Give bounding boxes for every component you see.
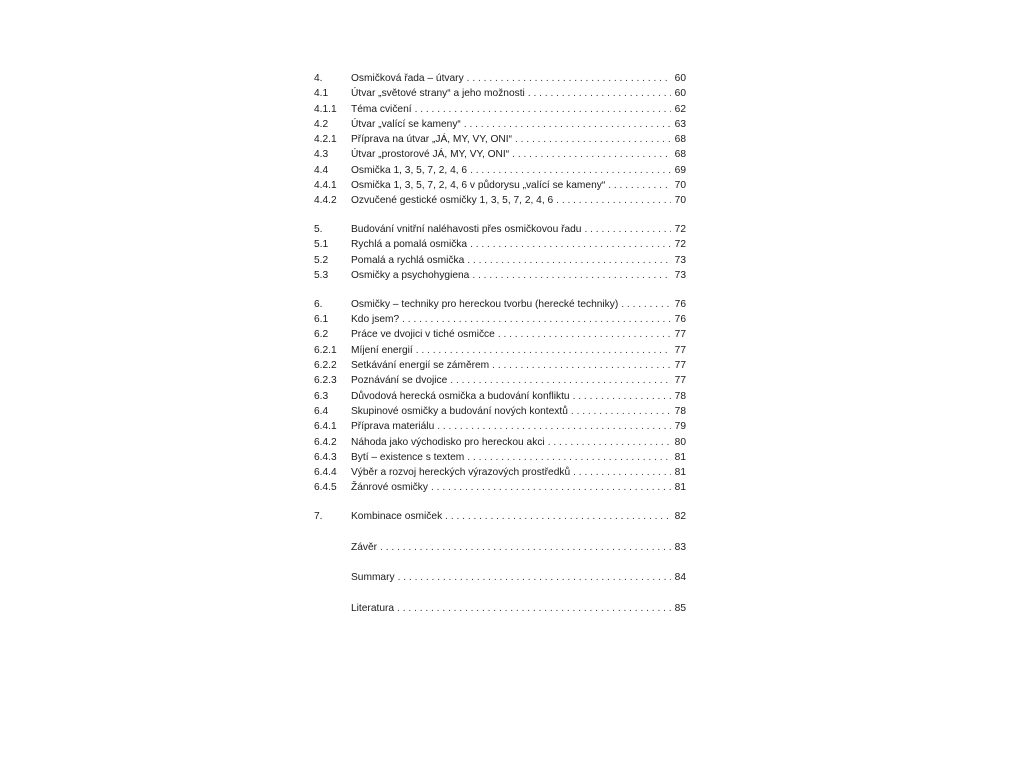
dot-leader (445, 509, 671, 524)
toc-entry-page-number: 78 (674, 405, 686, 417)
toc-entry[interactable] (314, 237, 686, 252)
toc-entry-page-number: 85 (674, 603, 686, 614)
toc-entry-number: 6.4.2 (314, 436, 337, 448)
dot-leader (608, 178, 671, 193)
toc-entry-page-number: 79 (674, 421, 686, 433)
toc-entry[interactable] (314, 450, 686, 465)
toc-entry-number: 5.2 (314, 254, 329, 266)
toc-section (314, 601, 686, 616)
toc-entry-number: 6.3 (314, 390, 329, 402)
toc-entry[interactable] (314, 435, 686, 450)
toc-entry-number: 6.1 (314, 314, 329, 326)
toc-entry-title: Summary (351, 572, 395, 584)
toc-entry[interactable] (314, 327, 686, 342)
toc-entry-number: 4.4.1 (314, 180, 337, 192)
toc-entry-title: Příprava na útvar „JÁ, MY, VY, ONI“ (351, 134, 512, 146)
toc-entry[interactable] (314, 163, 686, 178)
dot-leader (584, 222, 671, 237)
dot-leader (464, 117, 671, 132)
toc-entry-page-number: 73 (674, 254, 686, 266)
toc-entry-title: Kombinace osmiček (351, 511, 443, 523)
dot-leader (402, 312, 671, 327)
toc-entry[interactable] (314, 465, 686, 480)
dot-leader (398, 570, 671, 585)
dot-leader (467, 253, 671, 268)
toc-entry-title: Práce ve dvojici v tiché osmičce (351, 329, 495, 341)
toc-entry-title: Skupinové osmičky a budování nových kontextů (351, 405, 568, 417)
toc-entry-number: 6.2.2 (314, 360, 337, 372)
toc-entry-title: Rychlá a pomalá osmička (351, 239, 468, 251)
toc-entry-page-number: 77 (674, 360, 686, 372)
toc-entry-page-number: 62 (674, 103, 686, 115)
toc-entry-number: 7. (314, 511, 323, 523)
toc-entry[interactable] (314, 419, 686, 434)
toc-entry-title: Pomalá a rychlá osmička (351, 254, 465, 266)
dot-leader (571, 404, 671, 419)
dot-leader (467, 71, 671, 86)
toc-entry-title: Ozvučené gestické osmičky 1, 3, 5, 7, 2, 4, 6 (351, 195, 554, 207)
dot-leader (467, 450, 671, 465)
dot-leader (431, 480, 671, 495)
toc-entry-title: Útvar „valící se kameny“ (351, 118, 461, 130)
dot-leader (492, 358, 671, 373)
toc-section (314, 297, 686, 496)
toc-entry-title: Osmičky a psychohygiena (351, 270, 470, 282)
toc-entry-title: Budování vnitřní naléhavosti přes osmičkovou řadu (351, 224, 582, 236)
toc-entry-page-number: 81 (674, 451, 686, 463)
toc-entry-page-number: 82 (674, 511, 686, 523)
toc-entry-title: Míjení energií (351, 344, 413, 356)
toc-entry-title: Závěr (351, 541, 378, 553)
toc-entry-number: 4.2 (314, 118, 329, 130)
toc-entry-number: 6.2 (314, 329, 329, 341)
dot-leader (573, 465, 671, 480)
toc-entry[interactable] (314, 404, 686, 419)
toc-entry-title: Žánrové osmičky (351, 482, 428, 494)
toc-entry-title: Výběr a rozvoj hereckých výrazových prostředků (351, 467, 571, 479)
toc-entry-title: Důvodová herecká osmička a budování konfliktu (351, 390, 570, 402)
toc-entry-page-number: 77 (674, 344, 686, 356)
toc-section (314, 540, 686, 555)
toc-section (314, 222, 686, 283)
toc-entry-number: 4.1.1 (314, 103, 337, 115)
dot-leader (415, 102, 671, 117)
dot-leader (380, 540, 671, 555)
toc-entry-title: Setkávání energií se záměrem (351, 360, 490, 372)
toc-entry-number: 5.1 (314, 239, 329, 251)
dot-leader (498, 327, 671, 342)
toc-entry-title: Kdo jsem? (351, 314, 400, 326)
toc-entry-number: 4.4.2 (314, 195, 337, 207)
toc-entry-number: 6.4.5 (314, 482, 337, 494)
toc-entry-number: 4. (314, 73, 323, 84)
toc-entry[interactable] (314, 389, 686, 404)
toc-entry-page-number: 60 (674, 88, 686, 100)
toc-entry-page-number: 69 (674, 164, 686, 176)
toc-entry-title: Poznávání se dvojice (351, 375, 448, 387)
toc-entry-title: Osmičky – techniky pro hereckou tvorbu (herecké techniky) (351, 298, 619, 310)
toc-section (314, 509, 686, 524)
dot-leader (472, 268, 671, 283)
toc-entry-number: 6.4.3 (314, 451, 337, 463)
toc-entry-number: 6. (314, 298, 323, 310)
toc-entry-title: Téma cvičení (351, 103, 412, 115)
toc-entry[interactable] (314, 102, 686, 117)
toc-entry[interactable] (314, 373, 686, 388)
toc-entry-number: 6.2.3 (314, 375, 337, 387)
dot-leader (512, 147, 671, 162)
toc-entry-number: 4.2.1 (314, 134, 337, 146)
toc-entry-title: Náhoda jako východisko pro hereckou akci (351, 436, 545, 448)
toc-entry-title: Útvar „světové strany“ a jeho možnosti (351, 88, 525, 100)
toc-entry[interactable] (314, 268, 686, 283)
toc-entry-number: 4.3 (314, 149, 329, 161)
dot-leader (470, 163, 671, 178)
toc-entry[interactable] (314, 601, 686, 616)
toc-entry-page-number: 77 (674, 329, 686, 341)
toc-entry[interactable] (314, 570, 686, 585)
toc-entry-number: 6.4.4 (314, 467, 337, 479)
toc-entry-page-number: 84 (674, 572, 686, 584)
toc-entry[interactable] (314, 178, 686, 193)
dot-leader (573, 389, 671, 404)
toc-entry-title: Literatura (351, 603, 395, 614)
dot-leader (416, 343, 671, 358)
dot-leader (548, 435, 671, 450)
toc-entry-page-number: 76 (674, 314, 686, 326)
toc-entry-page-number: 81 (674, 467, 686, 479)
toc-entry-page-number: 72 (674, 239, 686, 251)
toc-entry[interactable] (314, 253, 686, 268)
toc-entry-page-number: 63 (674, 118, 686, 130)
toc-entry-page-number: 70 (674, 180, 686, 192)
toc-entry[interactable] (314, 297, 686, 312)
toc-entry-title: Osmičková řada – útvary (351, 73, 464, 84)
toc-entry-page-number: 77 (674, 375, 686, 387)
toc-entry[interactable] (314, 480, 686, 495)
toc-entry-number: 6.4 (314, 405, 329, 417)
toc-entry[interactable] (314, 86, 686, 101)
dot-leader (437, 419, 671, 434)
toc-entry-page-number: 68 (674, 134, 686, 146)
toc-entry-number: 6.4.1 (314, 421, 337, 433)
dot-leader (450, 373, 671, 388)
toc-entry-number: 4.1 (314, 88, 329, 100)
toc-entry-title: Příprava materiálu (351, 421, 435, 433)
dot-leader (515, 132, 671, 147)
toc-entry[interactable] (314, 540, 686, 555)
toc-entry-page-number: 76 (674, 298, 686, 310)
toc-entry[interactable] (314, 132, 686, 147)
toc-entry-title: Osmička 1, 3, 5, 7, 2, 4, 6 (351, 164, 468, 176)
toc-entry[interactable] (314, 117, 686, 132)
toc-entry-page-number: 68 (674, 149, 686, 161)
toc-entry[interactable] (314, 343, 686, 358)
toc-entry-title: Bytí – existence s textem (351, 451, 465, 463)
dot-leader (528, 86, 671, 101)
toc-entry-number: 6.2.1 (314, 344, 337, 356)
toc-entry-number: 4.4 (314, 164, 329, 176)
table-of-contents (314, 71, 686, 616)
dot-leader (470, 237, 671, 252)
toc-section (314, 71, 686, 209)
dot-leader (621, 297, 671, 312)
toc-entry[interactable] (314, 71, 686, 86)
toc-entry-page-number: 60 (674, 73, 686, 84)
toc-entry-page-number: 72 (674, 224, 686, 236)
toc-entry-page-number: 81 (674, 482, 686, 494)
toc-entry[interactable] (314, 147, 686, 162)
toc-entry-title: Útvar „prostorové JÁ, MY, VY, ONI“ (351, 149, 510, 161)
toc-entry-number: 5. (314, 224, 323, 236)
toc-entry-page-number: 78 (674, 390, 686, 402)
toc-entry-title: Osmička 1, 3, 5, 7, 2, 4, 6 v půdorysu „valící se kameny“ (351, 180, 606, 192)
toc-entry-number: 5.3 (314, 270, 329, 282)
toc-section (314, 570, 686, 585)
toc-entry[interactable] (314, 193, 686, 208)
dot-leader (397, 601, 671, 616)
toc-entry[interactable] (314, 222, 686, 237)
toc-entry[interactable] (314, 312, 686, 327)
toc-entry-page-number: 73 (674, 270, 686, 282)
toc-entry[interactable] (314, 358, 686, 373)
toc-entry-page-number: 80 (674, 436, 686, 448)
toc-entry-page-number: 70 (674, 195, 686, 207)
toc-entry-page-number: 83 (674, 541, 686, 553)
toc-entry[interactable] (314, 509, 686, 524)
dot-leader (556, 193, 671, 208)
